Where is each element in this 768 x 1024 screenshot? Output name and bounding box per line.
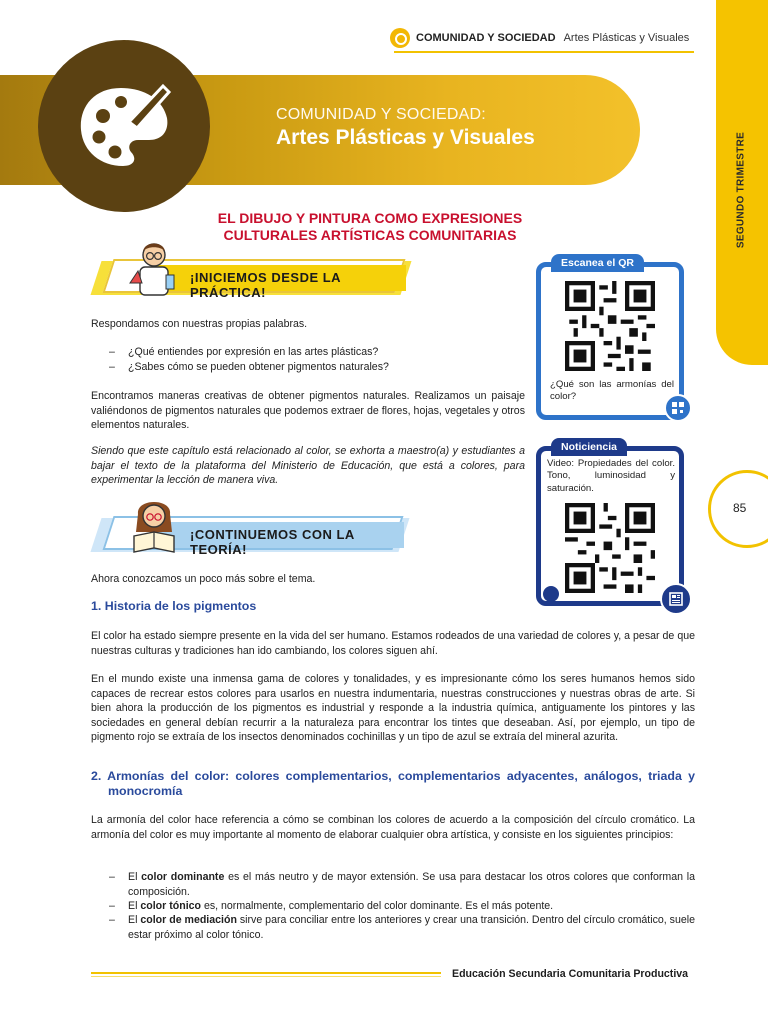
banner-subtitle: COMUNIDAD Y SOCIEDAD: — [276, 106, 486, 123]
newspaper-icon — [660, 583, 692, 615]
heading-color-harmony: 2. Armonías del color: colores complementarios, complementarios adyacentes, análogos, triada y — [91, 769, 695, 783]
palette-icon — [75, 82, 175, 172]
paragraph-harmony: La armonía del color hace referencia a cómo se combinan los colores de acuerdo a la composición del círculo cromático. La armonía del color es muy importante al momento de elaborar cualquier obra artística, y consiste en los siguientes principios: — [91, 814, 695, 841]
trimester-label: SEGUNDO TRIMESTRE — [735, 131, 747, 249]
area-badge-icon — [543, 586, 559, 602]
qr-box-noticiencia — [536, 441, 684, 606]
page-number: 85 — [733, 501, 747, 515]
theory-intro: Ahora conozcamos un poco más sobre el tema. — [91, 573, 316, 585]
theory-section-label: ¡CONTINUEMOS CON LA TEORÍA! — [190, 527, 355, 557]
paragraph-pigments: En el mundo existe una inmensa gama de colores y tonalidades, y es impresionante cómo los seres humanos hemos sido capaces de recrear estos colores para usarlos en nuestra indumentaria, nuestras construcciones y nuestras obras de arte. Si bien ahora la producción de los pigmentos es industrial y responde a la industria química, antiguamente los pintores y las sociedades en general debían recurrir a la naturaleza para encontrar los tintes que deseaban. Así, por ejemplo, un tipo de pigmento rojo se extraía de los insectos denominados cochinillas y un tipo de azul se extraía del mineral azurita. — [91, 673, 695, 744]
footer-divider-secondary — [91, 976, 441, 977]
footer-divider — [91, 972, 441, 974]
practice-italic-note: Siendo que este capítulo está relacionado al color, se exhorta a maestro(a) y estudiantes a bajar el texto de la plataforma del Ministerio de Educación, que está a colores, para experimentar la lección de manera viva. — [91, 445, 525, 487]
qr-caption: ¿Qué son las armonías del color? — [550, 379, 674, 403]
qr-tab-label: Escanea el QR — [551, 254, 644, 272]
heading-color-harmony-cont: monocromía — [108, 784, 183, 798]
principle-item: – El color tónico es, normalmente, complementario del color dominante. Es el más potente. — [128, 899, 695, 914]
chapter-title: EL DIBUJO Y PINTURA COMO EXPRESIONES CULTURALES ARTÍSTICAS COMUNITARIAS — [217, 210, 523, 243]
qr-code-icon[interactable] — [565, 281, 655, 371]
practice-paragraph: Encontramos maneras creativas de obtener pigmentos naturales. Realizamos un paisaje valiéndonos de pigmentos naturales que podemos extraer de flores, hojas, vegetales y otros elementos naturales. — [91, 390, 525, 432]
footer-text: Educación Secundaria Comunitaria Productiva — [452, 968, 689, 980]
scientist-illustration-icon — [126, 237, 182, 297]
question-item: – ¿Sabes cómo se pueden obtener pigmentos naturales? — [128, 360, 389, 375]
header-subject: Artes Plásticas y Visuales — [563, 32, 690, 44]
qr-mini-icon — [664, 394, 692, 422]
paragraph-color-presence: El color ha estado siempre presente en la vida del ser humano. Estamos rodeados de una variedad de colores y, a pesar de que nuestras culturas y tradiciones han ido cambiando, los colores siguen ahí. — [91, 630, 695, 657]
banner-title: Artes Plásticas y Visuales — [276, 126, 535, 149]
qr-tab-label: Noticiencia — [551, 438, 627, 456]
principle-item: – El color dominante es el más neutro y de mayor extensión. Se usa para destacar los otros colores que conforman la composición. — [128, 870, 695, 899]
reading-student-illustration-icon — [126, 494, 182, 554]
heading-pigment-history: 1. Historia de los pigmentos — [91, 599, 257, 613]
theory-section-banner — [96, 516, 404, 557]
practice-section-label: ¡INICIEMOS DESDE LA PRÁCTICA! — [190, 270, 341, 300]
qr-caption: Video: Propiedades del color. Tono, luminosidad y saturación. — [547, 458, 675, 494]
header-area: COMUNIDAD Y SOCIEDAD — [416, 32, 556, 44]
question-item: – ¿Qué entiendes por expresión en las artes plásticas? — [128, 345, 378, 360]
principle-item: – El color de mediación sirve para conciliar entre los anteriores y crear una transición. Dentro del círculo cromático, suele estar próximo al color tónico. — [128, 913, 695, 942]
qr-code-icon[interactable] — [565, 503, 655, 593]
running-header — [390, 27, 689, 49]
practice-section-banner — [96, 259, 406, 300]
area-logo-icon — [390, 28, 410, 48]
qr-box-scan — [536, 257, 684, 420]
header-divider — [394, 51, 694, 53]
practice-intro: Respondamos con nuestras propias palabras. — [91, 318, 308, 330]
